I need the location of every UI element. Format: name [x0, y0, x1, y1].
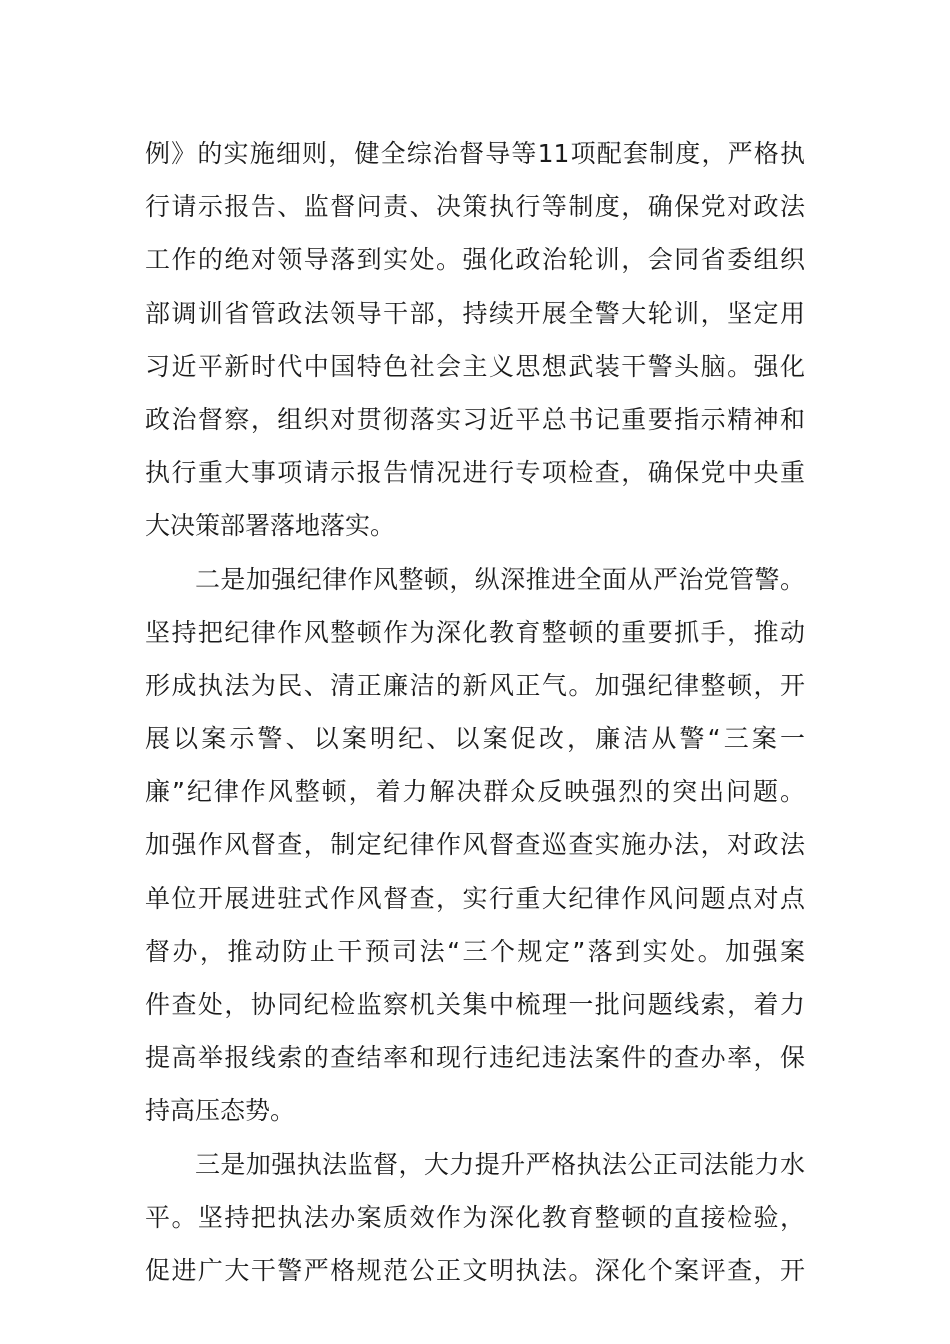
text-line: 大决策部署落地落实。 — [145, 511, 396, 541]
text-line: 习近平新时代中国特色社会主义思想武装干警头脑。强化 — [145, 351, 805, 381]
text-line: 提高举报线索的查结率和现行违纪违法案件的查办率，保 — [145, 1043, 805, 1073]
text-line: 廉”纪律作风整顿，着力解决群众反映强烈的突出问题。 — [145, 777, 805, 807]
text-line: 促进广大干警严格规范公正文明执法。深化个案评查，开 — [145, 1255, 805, 1285]
paragraph-3 — [145, 1138, 805, 1298]
text-line: 平。坚持把执法办案质效作为深化教育整顿的直接检验， — [145, 1202, 805, 1232]
text-line: 三是加强执法监督，大力提升严格执法公正司法能力水 — [195, 1149, 805, 1179]
text-line: 例》的实施细则，健全综治督导等11项配套制度，严格执 — [145, 139, 805, 168]
text-line: 督办，推动防止干预司法“三个规定”落到实处。加强案 — [145, 936, 805, 966]
text-line: 工作的绝对领导落到实处。强化政治轮训，会同省委组织 — [145, 245, 805, 275]
text-line: 政治督察，组织对贯彻落实习近平总书记重要指示精神和 — [145, 404, 805, 434]
text-line: 坚持把纪律作风整顿作为深化教育整顿的重要抓手，推动 — [145, 617, 805, 647]
text-line: 执行重大事项请示报告情况进行专项检查，确保党中央重 — [145, 458, 805, 488]
text-line: 件查处，协同纪检监察机关集中梳理一批问题线索，着力 — [145, 990, 805, 1019]
text-line: 部调训省管政法领导干部，持续开展全警大轮训，坚定用 — [145, 298, 805, 328]
paragraph-1 — [145, 127, 805, 553]
text-line: 展以案示警、以案明纪、以案促改，廉洁从警“三案一 — [145, 724, 805, 754]
text-line: 单位开展进驻式作风督查，实行重大纪律作风问题点对点 — [145, 883, 805, 913]
text-line: 行请示报告、监督问责、决策执行等制度，确保党对政法 — [145, 192, 805, 222]
body-text — [145, 127, 805, 1297]
text-line: 持高压态势。 — [145, 1096, 296, 1126]
paragraph-2 — [145, 553, 805, 1138]
text-line: 二是加强纪律作风整顿，纵深推进全面从严治党管警。 — [195, 564, 805, 594]
text-line: 加强作风督查，制定纪律作风督查巡查实施办法，对政法 — [145, 830, 805, 860]
text-line: 形成执法为民、清正廉洁的新风正气。加强纪律整顿，开 — [145, 670, 805, 700]
